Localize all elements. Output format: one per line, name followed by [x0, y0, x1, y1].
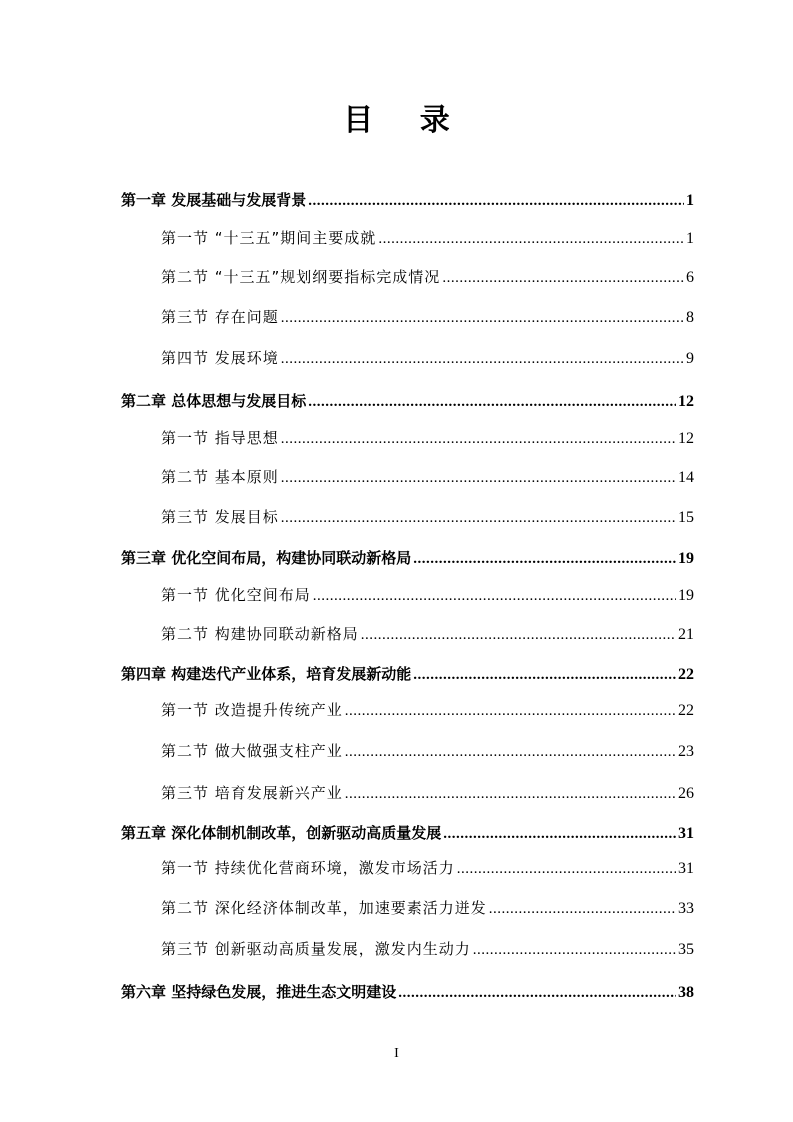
toc-section[interactable] [161, 939, 694, 960]
toc-page-number: 9 [686, 350, 694, 367]
leader-dots [473, 940, 676, 960]
toc-chapter[interactable] [121, 190, 694, 211]
toc-section[interactable] [161, 741, 694, 762]
leader-dots [361, 625, 676, 645]
toc-page-number: 12 [678, 430, 694, 447]
toc-page-number: 19 [678, 587, 694, 604]
leader-dots [281, 349, 684, 369]
footer-page-number: I [394, 1046, 399, 1061]
toc-label: 第三节 培育发展新兴产业 [161, 784, 343, 802]
toc-label: 第四章 构建迭代产业体系，培育发展新动能 [121, 665, 412, 683]
toc-page-number: 8 [686, 309, 694, 326]
toc-page-number: 15 [678, 509, 694, 526]
toc-section[interactable] [161, 624, 694, 645]
leader-dots [281, 468, 676, 488]
leader-dots [345, 784, 676, 804]
toc-page-number: 38 [678, 984, 694, 1001]
leader-dots [281, 508, 676, 528]
leader-dots [281, 429, 676, 449]
leader-dots [443, 824, 676, 844]
toc-label: 第二节 构建协同联动新格局 [161, 625, 359, 643]
toc-label: 第二章 总体思想与发展目标 [121, 392, 307, 410]
leader-dots [313, 586, 676, 606]
toc-section[interactable] [161, 507, 694, 528]
toc-label: 第一节 改造提升传统产业 [161, 701, 343, 719]
toc-section[interactable] [161, 267, 694, 288]
toc-page-number: 35 [678, 941, 694, 958]
toc-page-number: 21 [678, 626, 694, 643]
toc-page-number: 31 [678, 825, 694, 842]
toc-label: 第三节 存在问题 [161, 308, 279, 326]
toc-label: 第一章 发展基础与发展背景 [121, 191, 307, 209]
toc-page-number: 33 [678, 900, 694, 917]
toc-page-number: 1 [686, 230, 694, 247]
toc-section[interactable] [161, 700, 694, 721]
toc-page-number: 19 [678, 550, 694, 567]
toc-page-number: 14 [678, 469, 694, 486]
toc-label: 第一节 “十三五”期间主要成就 [161, 229, 377, 247]
toc-label: 第四节 发展环境 [161, 349, 279, 367]
toc-chapter[interactable] [121, 391, 694, 412]
toc-chapter[interactable] [121, 664, 694, 685]
toc-label: 第六章 坚持绿色发展，推进生态文明建设 [121, 983, 397, 1001]
leader-dots [308, 392, 676, 412]
toc-section[interactable] [161, 783, 694, 804]
toc-label: 第二节 深化经济体制改革，加速要素活力迸发 [161, 899, 487, 917]
leader-dots [345, 701, 676, 721]
toc-page-number: 31 [678, 860, 694, 877]
toc-section[interactable] [161, 467, 694, 488]
leader-dots [413, 549, 676, 569]
toc-section[interactable] [161, 898, 694, 919]
toc-section[interactable] [161, 585, 694, 606]
leader-dots [378, 229, 684, 249]
toc-label: 第二节 做大做强支柱产业 [161, 742, 343, 760]
toc-chapter[interactable] [121, 982, 694, 1003]
toc-label: 第五章 深化体制机制改革，创新驱动高质量发展 [121, 824, 442, 842]
leader-dots [489, 899, 676, 919]
toc-page-number: 22 [678, 702, 694, 719]
leader-dots [457, 859, 676, 879]
leader-dots [308, 191, 684, 211]
toc-section[interactable] [161, 858, 694, 879]
toc-label: 第三节 创新驱动高质量发展，激发内生动力 [161, 940, 471, 958]
toc-page-number: 22 [678, 666, 694, 683]
leader-dots [398, 983, 676, 1003]
toc-page-number: 1 [686, 192, 694, 209]
page-title: 目 录 [343, 103, 468, 138]
toc-section[interactable] [161, 428, 694, 449]
toc-label: 第一节 持续优化营商环境，激发市场活力 [161, 859, 455, 877]
toc-section[interactable] [161, 228, 694, 249]
toc-chapter[interactable] [121, 548, 694, 569]
toc-label: 第三章 优化空间布局，构建协同联动新格局 [121, 549, 412, 567]
toc-section[interactable] [161, 348, 694, 369]
toc-chapter[interactable] [121, 823, 694, 844]
toc-label: 第一节 优化空间布局 [161, 586, 311, 604]
toc-page-number: 12 [678, 393, 694, 410]
toc-section[interactable] [161, 307, 694, 328]
toc-page-number: 6 [686, 269, 694, 286]
toc-label: 第一节 指导思想 [161, 429, 279, 447]
leader-dots [281, 308, 684, 328]
toc-page-number: 23 [678, 743, 694, 760]
toc-page-number: 26 [678, 785, 694, 802]
toc-label: 第二节 “十三五”规划纲要指标完成情况 [161, 268, 441, 286]
leader-dots [345, 742, 676, 762]
toc-label: 第三节 发展目标 [161, 508, 279, 526]
leader-dots [413, 665, 676, 685]
leader-dots [442, 268, 684, 288]
toc-label: 第二节 基本原则 [161, 468, 279, 486]
